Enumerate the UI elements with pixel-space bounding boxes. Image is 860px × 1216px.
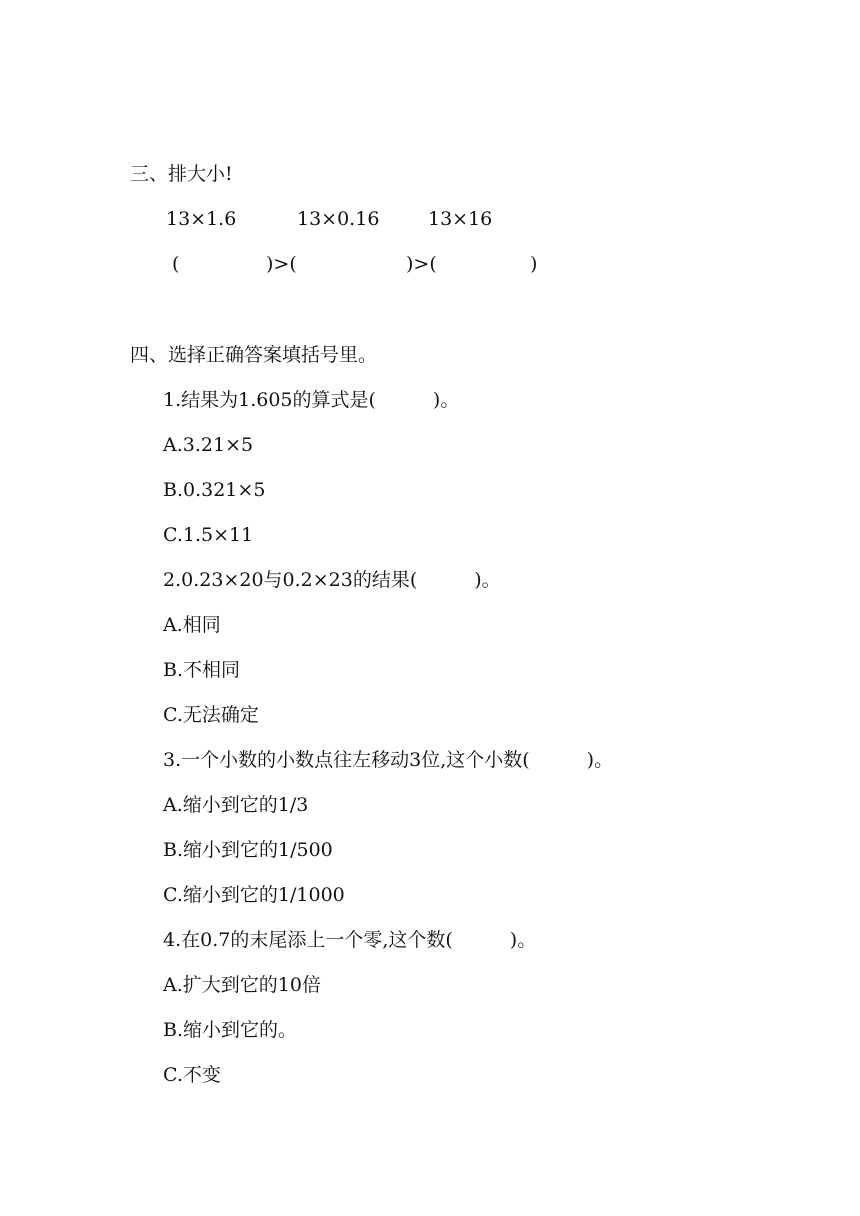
expression-3: 13×16	[428, 208, 493, 230]
section3-title: 三、排大小!	[130, 163, 233, 185]
question-3-option-a: A.缩小到它的1/3	[163, 794, 309, 816]
question-2-stem: 2.0.23×20与0.2×23的结果( )。	[163, 569, 501, 591]
question-4-option-c: C.不变	[163, 1064, 221, 1086]
ordering-gt-2: )>(	[406, 253, 437, 275]
question-4-stem: 4.在0.7的末尾添上一个零,这个数( )。	[163, 929, 537, 951]
question-2-option-b: B.不相同	[163, 659, 241, 681]
ordering-close-paren: )	[530, 253, 538, 275]
expression-2: 13×0.16	[297, 208, 380, 230]
question-1-stem: 1.结果为1.605的算式是( )。	[163, 389, 460, 411]
expression-1: 13×1.6	[166, 208, 237, 230]
question-1-option-b: B.0.321×5	[163, 479, 266, 501]
question-3-option-b: B.缩小到它的1/500	[163, 839, 333, 861]
ordering-gt-1: )>(	[266, 253, 297, 275]
ordering-open-paren: (	[172, 253, 180, 275]
section4-title: 四、选择正确答案填括号里。	[130, 344, 378, 366]
question-1-option-c: C.1.5×11	[163, 524, 254, 546]
question-2-option-a: A.相同	[163, 614, 221, 636]
question-4-option-b: B.缩小到它的。	[163, 1019, 298, 1041]
question-1-option-a: A.3.21×5	[163, 434, 254, 456]
question-3-stem: 3.一个小数的小数点往左移动3位,这个小数( )。	[163, 749, 614, 771]
question-4-option-a: A.扩大到它的10倍	[163, 974, 321, 996]
question-2-option-c: C.无法确定	[163, 704, 259, 726]
question-3-option-c: C.缩小到它的1/1000	[163, 884, 345, 906]
